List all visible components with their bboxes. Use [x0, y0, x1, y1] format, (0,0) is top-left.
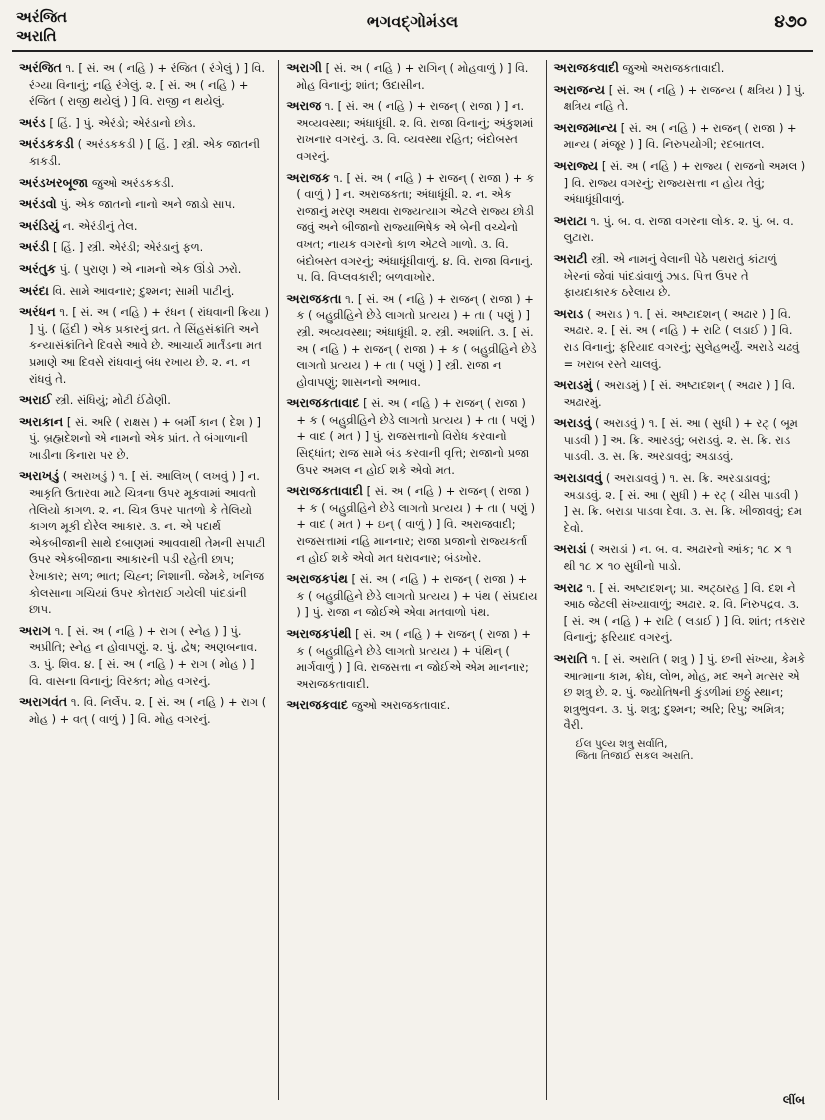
- entry-definition: ૧. [ સં. અરાતિ ( શત્રુ ) ] પું. છની સંખ્યા, કેમકે આત્માના કામ, ક્રોધ, લોભ, મોહ, મદ અને મત્સર એ છ શત્રુ છે. ૨. પું. જ્યોતિષની કુંડળીમાં છઠ્ઠું સ્થાન; શત્રુભુવન. ૩. પું. શત્રુ; દુશ્મન; અરિ; રિપુ; અમિત્ર; વૈરી.: [563, 652, 806, 733]
- entry-definition: ૧. [ સં. અ ( નહિ ) + રાજન્ ( રાજા ) + ક ( વાળું ) ] ન. અરાજકતા; અંધાધૂંધી. ૨. ન. એક રાજાનું મરણ અથવા રાજ્યત્યાગ એટલે રાજ્ય છોડી જવું અને બીજાનો રાજ્યાભિષેક એ બેની વચ્ચેનો વખત; નાયક વગરનો કાળ એટલે ગાળો. ૩. વિ. બંદોબસ્ત વગરનું; અંધાધૂંધીવાળું. ૪. વિ. રાજા વિનાનું. ૫. વિ. વિપ્લવકારી; બળવાખોર.: [296, 170, 535, 285]
- headword: અરાજ્ય: [553, 157, 599, 173]
- entry-definition: સ્ત્રી. એ નામનું વેલાની પેઠે પથરાતું કાંટાળું ખેરનાં જેવાં પાંદડાંવાળું ઝાડ. પિત્ત ઉપર તે ફાયદાકારક ઠરેલાય છે.: [563, 251, 777, 300]
- headword: અરાજકપંથ: [286, 571, 348, 587]
- headword: અરાડાવવું: [553, 470, 603, 486]
- entry-definition: ૧. [ સં. અ ( નહિ ) + રાગ ( સ્નેહ ) ] પું. અપ્રીતિ; સ્નેહ ન હોવાપણું. ૨. પું. દ્વેષ; અણબનાવ. ૩. પું. શિવ. ૪. [ સં. અ ( નહિ ) + રાગ ( મોહ ) ] વિ. વાસના વિનાનું; વિરક્ત; મોહ વગરનું.: [29, 623, 258, 688]
- headword: અરંડવો: [19, 196, 57, 212]
- entry-definition: ૧. [ સં. અ ( નહિ ) + રંધન ( રાંધવાની ક્રિયા ) ] પું. ( હિંદી ) એક પ્રકારનું વ્રત. તે સિંહસંક્રાંતિ અને કન્યાસંક્રાંતિને દિવસે આવે છે. આચાર્ય માર્તંડના મત પ્રમાણે આ દિવસે રાંધવાનું બંધ રખાય છે. ૨. ન. ન રાંધવું તે.: [29, 305, 269, 386]
- dictionary-entry: [19, 196, 271, 213]
- page-number: ૪૭૦: [774, 12, 807, 32]
- dictionary-entry: [19, 136, 271, 169]
- column-2: [278, 60, 545, 1100]
- headword: અરાટી: [553, 250, 588, 266]
- entry-definition: [ સં. અ ( નહિ ) + રાજન્ ( રાજા ) + ક ( બહુવ્રીહિને છેડે લાગતો પ્રત્યય ) + પંથિન્ ( માર્ગવાળું ) ] વિ. રાજસત્તા ન જોઈએ એમ માનનાર; અરાજકતાવાદી.: [296, 627, 531, 691]
- dictionary-entry: [554, 651, 806, 734]
- dictionary-entry: [19, 392, 271, 409]
- entry-definition: ( અરાખડું ) ૧. [ સં. આલિખ્ ( લખવું ) ] ન. આકૃતિ ઉતારવા માટે ચિત્રના ઉપર મૂકવામાં આવતો તેલિયો કાગળ. ૨. ન. ચિત્ર ઉપર પાતળો કે તેલિયો કાગળ મૂકી દોરેલ આકાર. ૩. ન. એ પદાર્થ એકબીજાની સાથે દબાણમાં આવવાથી તેમની સપાટી ઉપર એકબીજાના આકારની પડી રહેતી છાપ; રેખાકાર; સળ; ભાત; ચિહ્ન; નિશાની. જેમકે, ખનિજ કોલસાના ગચિયાં ઉપર કોતરાઈ ગયેલી પાંદડાંની છાપ.: [29, 469, 266, 617]
- entry-definition: [ સં. અ ( નહિ ) + રાજન્ ( રાજા ) + ક ( બહુવ્રીહિને છેડે લાગતો પ્રત્યય ) + પંથ ( સંપ્રદાય ) ] પું. રાજા ન જોઈએ એવા મતવાળો પંથ.: [296, 572, 538, 620]
- entry-definition: ( અરાડવું ) ૧. [ સં. આ ( સુધી ) + રટ્ ( બૂમ પાડવી ) ] અ. ક્રિ. આરડવું; બરાડવું. ૨. સ. ક્રિ. રાડ પાડવી. ૩. સ. ક્રિ. અરડાવવું; અડાડવું.: [563, 416, 798, 464]
- dictionary-entry: [19, 60, 271, 110]
- dictionary-entry: [19, 261, 271, 278]
- dictionary-entry: [19, 623, 271, 689]
- dictionary-entry: [286, 626, 538, 692]
- headword: અરાજન્ય: [553, 81, 606, 97]
- page-title: ભગવદ્ગોમંડલ: [366, 12, 459, 31]
- dictionary-entry: [554, 541, 806, 574]
- headword: અરંધન: [19, 304, 56, 320]
- entry-definition: ( અરાડમું ) [ સં. અષ્ટાદશન્ ( અઢાર ) ] વિ. અઢારમું.: [563, 378, 796, 409]
- page-header: [12, 6, 813, 52]
- entry-definition: જુઓ અરાજકતાવાદી.: [622, 61, 725, 75]
- dictionary-entry: [554, 580, 806, 646]
- dictionary-entry: [286, 697, 538, 714]
- headword: અરાડવું: [553, 415, 592, 431]
- headword: અરાઢ: [553, 579, 583, 595]
- entry-definition: [ સં. અ ( નહિ ) + રાજન્ય ( ક્ષત્રિય ) ] પું. ક્ષત્રિય નહિ તે.: [563, 82, 806, 114]
- column-1: [12, 60, 278, 1100]
- dictionary-entry: [554, 82, 806, 115]
- entry-definition: જુઓ અરાજકતાવાદ.: [351, 698, 451, 713]
- headword: અરાજકતાવાદ: [286, 395, 360, 411]
- entry-definition: ૧. [ સં. અ ( નહિ ) + રંજિત ( રંગેલું ) ] વિ. રંગ્યા વિનાનું; નહિ રંગેલું. ૨. [ સં. અ ( નહિ ) + રંજિત ( રાજી થયેલું ) ] વિ. રાજી ન થયેલું.: [29, 61, 265, 109]
- entry-definition: [ હિં. ] સ્ત્રી. એરંડી; એરંડાનું ફળ.: [52, 240, 204, 255]
- headword: અરાતિ: [553, 651, 588, 666]
- entry-definition: [ હિં. ] પું. એરંડો; એરંડાનો છોડ.: [49, 115, 196, 130]
- dictionary-entry: [286, 291, 538, 391]
- headword: અરંડકકડી: [19, 136, 75, 152]
- dictionary-entry: [286, 60, 538, 93]
- dictionary-entry: [286, 395, 538, 478]
- dictionary-entry: [286, 571, 538, 621]
- dictionary-entry: [19, 115, 271, 132]
- dictionary-entry: [19, 239, 271, 256]
- headword: અરાગવંત: [19, 694, 68, 710]
- dictionary-columns: [12, 60, 813, 1100]
- quote-line-2: જિતા તિજાઈ સકલ અરાતિ.: [575, 749, 694, 762]
- entry-definition: ( અરંડકકડી ) [ હિં. ] સ્ત્રી. એક જાતની કાકડી.: [29, 137, 260, 168]
- headword: અરાજકતા: [286, 290, 342, 306]
- dictionary-entry: [554, 158, 806, 208]
- headword: અરંડખરબૂજા: [19, 174, 89, 190]
- entry-definition: સ્ત્રી. સંધિયું; મોટી ઈંઢોણી.: [55, 393, 171, 408]
- headword: અરાઈ: [19, 392, 52, 408]
- headword: અરાજકતાવાદી: [286, 483, 364, 499]
- entry-definition: [ સં. અ ( નહિ ) + રાજન્ ( રાજા ) + માન્ય ( મંજૂર ) ] વિ. નિરુપયોગી; રદબાતલ.: [563, 120, 797, 152]
- dictionary-entry: [554, 306, 806, 372]
- dictionary-entry: [19, 283, 271, 300]
- entry-definition: ( અરાડાં ) ન. બ. વ. અઢારનો આંક; ૧૮ × ૧ થી ૧૮ × ૧૦ સુધીનો પાડો.: [563, 542, 792, 574]
- headword: અરાકાન: [19, 413, 64, 429]
- dictionary-entry: [286, 170, 538, 286]
- entry-definition: [ સં. અ ( નહિ ) + રાજન્ ( રાજા ) + ક ( બહુવ્રીહિને છેડે લાગતો પ્રત્યય ) + તા ( પણું ) + વાદ ( મત ) ] પું. રાજસત્તાનો વિરોધ કરવાનો સિદ્ધાંત; રાજ સામે બંડ કરવાની વૃત્તિ; રાજાનો પ્રજા ઉપર અમલ ન હોઈ શકે એવો મત.: [296, 396, 536, 477]
- footer-word: લીંબ: [782, 1093, 805, 1107]
- headword: અરાજમાન્ય: [553, 119, 618, 135]
- guide-word-last: અરાતિ: [16, 27, 57, 45]
- dictionary-entry: [19, 304, 271, 387]
- headword: અરાડમું: [553, 377, 593, 393]
- headword: અરાજકવાદ: [286, 697, 348, 713]
- headword: અરાખડું: [19, 468, 60, 484]
- entry-definition: ન. એરંડીનું તેલ.: [62, 218, 138, 233]
- headword: અરાડાં: [553, 541, 587, 557]
- entry-definition: [ સં. અરિ ( રાક્ષસ ) + બર્મી કાન ( દેશ ) ] પું. બ્રહ્મદેશનો એ નામનો એક પ્રાંત. તે બંગાળાની ખાડીના કિનારા પર છે.: [29, 414, 261, 462]
- entry-definition: ૧. [ સં. અ ( નહિ ) + રાજન્ ( રાજા ) ] ન. અવ્યવસ્થા; અંધાધૂંધી. ૨. વિ. રાજા વિનાનું; અંકુશમાં રાખનાર વગરનું. ૩. વિ. વ્યવસ્થા રહિત; બંદોબસ્ત વગરનું.: [296, 99, 534, 163]
- headword: અરંડી: [19, 239, 50, 255]
- entry-definition: જુઓ અરંડકકડી.: [91, 175, 175, 190]
- headword: અરંદા: [19, 282, 49, 298]
- dictionary-entry: [554, 251, 806, 301]
- dictionary-entry: [554, 213, 806, 246]
- headword: અરાજકપંથી: [286, 626, 352, 641]
- entry-definition: ( અરાડ ) ૧. [ સં. અષ્ટાદશન્ ( અઢાર ) ] વિ. અઢાર. ૨. [ સં. અ ( નહિ ) + રાટિ ( લડાઈ ) ] વિ. રાડ વિનાનું; ફરિયાદ વગરનું; સુલેહભર્યું. અરાડે ચઢવું = ખરાબ રસ્તે ચાલવું.: [563, 306, 800, 371]
- entry-definition: પું. એક જાતનો નાનો અને જાડો સાપ.: [60, 197, 236, 212]
- dictionary-entry: [286, 483, 538, 566]
- headword: અરાટા: [553, 212, 587, 228]
- headword: અરંજિત: [19, 60, 62, 75]
- dictionary-entry: [19, 468, 271, 617]
- entry-definition: [ સં. અ ( નહિ ) + રાજન્ ( રાજા ) + ક ( બહુવ્રીહિને છેડે લાગતો પ્રત્યય ) + તા ( પણું ) + વાદ ( મત ) + ઇન્ ( વાળું ) ] વિ. અરાજવાદી; રાજસત્તામાં નહિ માનનાર; રાજા પ્રજાનો રાજ્યકર્તા ન હોઈ શકે એવો મત ધરાવનાર; બંડખોર.: [296, 484, 536, 565]
- headword: અરંતુક: [19, 260, 57, 276]
- entry-definition: ( અરાડાવવું ) ૧. સ. ક્રિ. અરડાડાવવું; અડાડવું. ૨. [ સં. આ ( સુધી ) + રટ્ ( ચીસ પાડવી ) ] સ. ક્રિ. બરાડા પાડવા દેવા. ૩. સ. ક્રિ. ખીજાવવું; દમ દેવો.: [563, 471, 802, 535]
- dictionary-entry: [554, 470, 806, 536]
- dictionary-entry: [554, 377, 806, 410]
- quote-line-1: ઈલ પુલ્ય શત્રુ સર્વાતિ,: [575, 737, 668, 750]
- dictionary-entry: [19, 694, 271, 727]
- headword: અરાડ: [553, 305, 584, 321]
- headword: અરંડિયું: [19, 217, 59, 233]
- entry-definition: [ સં. અ ( નહિ ) + રાગિન્ ( મોહવાળું ) ] વિ. મોહ વિનાનું; શાંત; ઉદાસીન.: [296, 61, 529, 92]
- dictionary-entry: [554, 415, 806, 465]
- headword: અરાજ: [286, 98, 322, 114]
- headword: અરાગી: [286, 60, 323, 75]
- headword: અરાજકવાદી: [553, 60, 619, 75]
- entry-definition: વિ. સામે આવનાર; દુશ્મન; સામી પાટીનું.: [52, 283, 235, 298]
- guide-word-first: અરંજિત: [16, 8, 68, 26]
- dictionary-entry: [554, 120, 806, 153]
- entry-definition: પું. ( પુરાણ ) એ નામનો એક ઊંડો ઝરો.: [59, 261, 242, 276]
- entry-definition: [ સં. અ ( નહિ ) + રાજ્ય ( રાજનો અમલ ) ] વિ. રાજ્ય વગરનું; રાજ્યસત્તા ન હોય તેવું; અંધાધૂંધીવાળું.: [563, 158, 806, 207]
- dictionary-entry: [286, 98, 538, 164]
- dictionary-entry: [19, 175, 271, 192]
- column-3: [546, 60, 813, 1100]
- headword: અરાજક: [286, 169, 331, 185]
- entry-definition: ૧. વિ. નિર્લેપ. ૨. [ સં. અ ( નહિ ) + રાગ ( મોહ ) + વત્ ( વાળું ) ] વિ. મોહ વગરનું.: [29, 695, 267, 726]
- dictionary-entry: [19, 414, 271, 464]
- headword: અરંડ: [19, 114, 46, 130]
- entry-definition: ૧. પું. બ. વ. રાજા વગરના લોક. ૨. પું. બ. વ. લુટારા.: [563, 213, 794, 245]
- dictionary-entry: [554, 60, 806, 77]
- entry-definition: ૧. [ સં. અ ( નહિ ) + રાજન્ ( રાજા ) + ક ( બહુવ્રીહિને છેડે લાગતો પ્રત્યય ) + તા ( પણું ) ] સ્ત્રી. અવ્યવસ્થા; અંધાધૂંધી. ૨. સ્ત્રી. અશાંતિ. ૩. [ સં. અ ( નહિ ) + રાજન્ ( રાજા ) + ક ( બહુવ્રીહિને છેડે લાગતો પ્રત્યય ) + તા ( પણું ) ] સ્ત્રી. રાજા ન હોવાપણું; શાસનનો અભાવ.: [296, 291, 537, 389]
- dictionary-entry: [19, 218, 271, 235]
- headword: અરાગ: [19, 622, 52, 638]
- entry-definition: ૧. [ સં. અષ્ટાદશન્; પ્રા. અટ્ઠારહ ] વિ. દશ ને આઠ જેટલી સંખ્યાવાળું; અઢાર. ૨. વિ. નિરુપદ્રવ. ૩. [ સં. અ ( નહિ ) + રાટિ ( લડાઈ ) ] વિ. શાંત; તકરાર વિનાનું; ફરિયાદ વગરનું.: [563, 580, 806, 645]
